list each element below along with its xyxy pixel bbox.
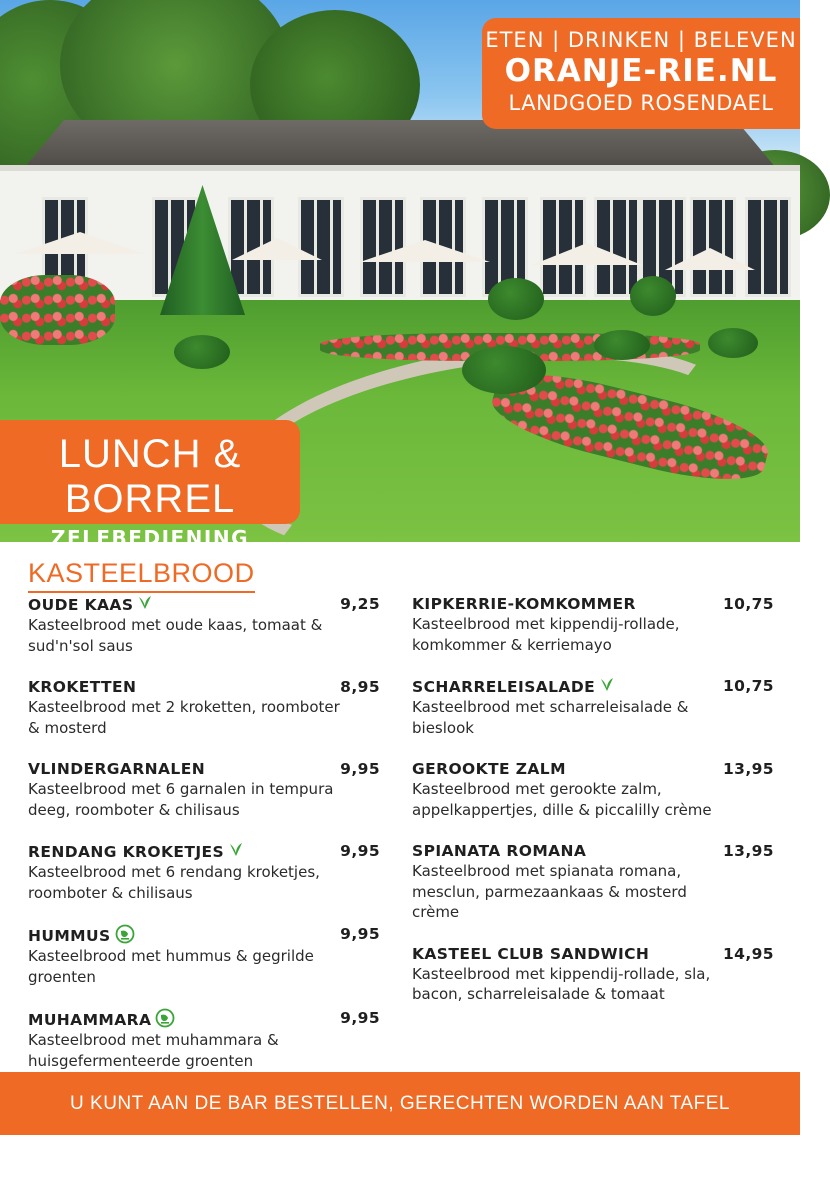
item-name: KROKETTEN [28, 678, 137, 696]
vegetarian-leaf-icon [598, 676, 616, 694]
banner-title: LUNCH & BORREL [58, 432, 242, 521]
menu-item [28, 594, 380, 656]
menu-item [28, 1008, 380, 1071]
item-description: Kasteelbrood met kippendij-rollade, sla, bacon, scharreleisalade & tomaat [412, 964, 711, 1003]
item-price: 9,95 [340, 760, 380, 778]
vegetarian-leaf-icon [136, 594, 154, 612]
item-price: 10,75 [722, 595, 774, 613]
item-name: OUDE KAAS [28, 596, 134, 614]
menu-item [412, 594, 774, 655]
item-description: Kasteelbrood met spianata romana, mesclun, parmezaankaas & mosterd crème [412, 862, 687, 921]
item-name: HUMMUS [28, 927, 111, 945]
item-description: Kasteelbrood met 2 kroketten, roomboter & mosterd [28, 698, 340, 737]
vegan-badge-icon [115, 924, 135, 944]
lunch-banner [0, 420, 300, 550]
brand-tagline: ETEN | DRINKEN | BELEVEN [485, 28, 797, 52]
brand-website[interactable]: ORANJE-RIE.NL [504, 53, 778, 89]
brand-badge [482, 18, 800, 129]
menu-item [412, 944, 774, 1005]
menu-item [412, 759, 774, 820]
item-price: 9,25 [340, 595, 380, 613]
item-price: 9,95 [340, 842, 380, 860]
item-price: 10,75 [722, 677, 774, 695]
item-description: Kasteelbrood met kippendij-rollade, komkommer & kerriemayo [412, 615, 680, 654]
item-description: Kasteelbrood met 6 garnalen in tempura deeg, roomboter & chilisaus [28, 780, 334, 819]
item-name: VLINDERGARNALEN [28, 760, 206, 778]
item-price: 8,95 [340, 678, 380, 696]
menu-item [28, 759, 380, 820]
vegan-badge-icon [155, 1008, 175, 1028]
item-name: SPIANATA ROMANA [412, 842, 587, 860]
item-price: 9,95 [340, 1009, 380, 1027]
item-description: Kasteelbrood met gerookte zalm, appelkappertjes, dille & piccalilly crème [412, 780, 712, 819]
menu-item [28, 677, 380, 738]
section-title: KASTEELBROOD [28, 558, 255, 593]
menu-column-right [412, 594, 774, 1005]
brand-location: LANDGOED ROSENDAEL [508, 91, 774, 115]
item-description: Kasteelbrood met oude kaas, tomaat & sud'n'sol saus [28, 616, 323, 655]
menu-column-left [28, 594, 380, 1071]
footer-notice: U KUNT AAN DE BAR BESTELLEN, GERECHTEN WORDEN AAN TAFEL GESERVEERD [70, 1093, 730, 1177]
item-price: 9,95 [340, 925, 380, 943]
item-name: KIPKERRIE-KOMKOMMER [412, 595, 636, 613]
item-description: Kasteelbrood met hummus & gegrilde groenten [28, 947, 314, 986]
item-price: 14,95 [722, 944, 774, 963]
banner-subtitle: ZELFBEDIENING [50, 526, 249, 550]
item-name: MUHAMMARA [28, 1011, 152, 1029]
item-description: Kasteelbrood met 6 rendang kroketjes, roomboter & chilisaus [28, 863, 320, 902]
item-name: RENDANG KROKETJES [28, 843, 225, 861]
item-price: 13,95 [722, 842, 774, 860]
menu-item [412, 841, 774, 923]
item-description: Kasteelbrood met muhammara & huisgefermenteerde groenten [28, 1031, 279, 1070]
item-name: SCHARRELEISALADE [412, 678, 596, 696]
vegetarian-leaf-icon [227, 841, 245, 859]
menu-item [28, 841, 380, 903]
item-price: 13,95 [722, 760, 774, 778]
menu-item [412, 676, 774, 738]
item-description: Kasteelbrood met scharreleisalade & bieslook [412, 698, 689, 737]
footer-bar [0, 1072, 800, 1177]
menu-item [28, 924, 380, 987]
item-name: KASTEEL CLUB SANDWICH [412, 944, 650, 963]
item-name: GEROOKTE ZALM [412, 760, 566, 778]
